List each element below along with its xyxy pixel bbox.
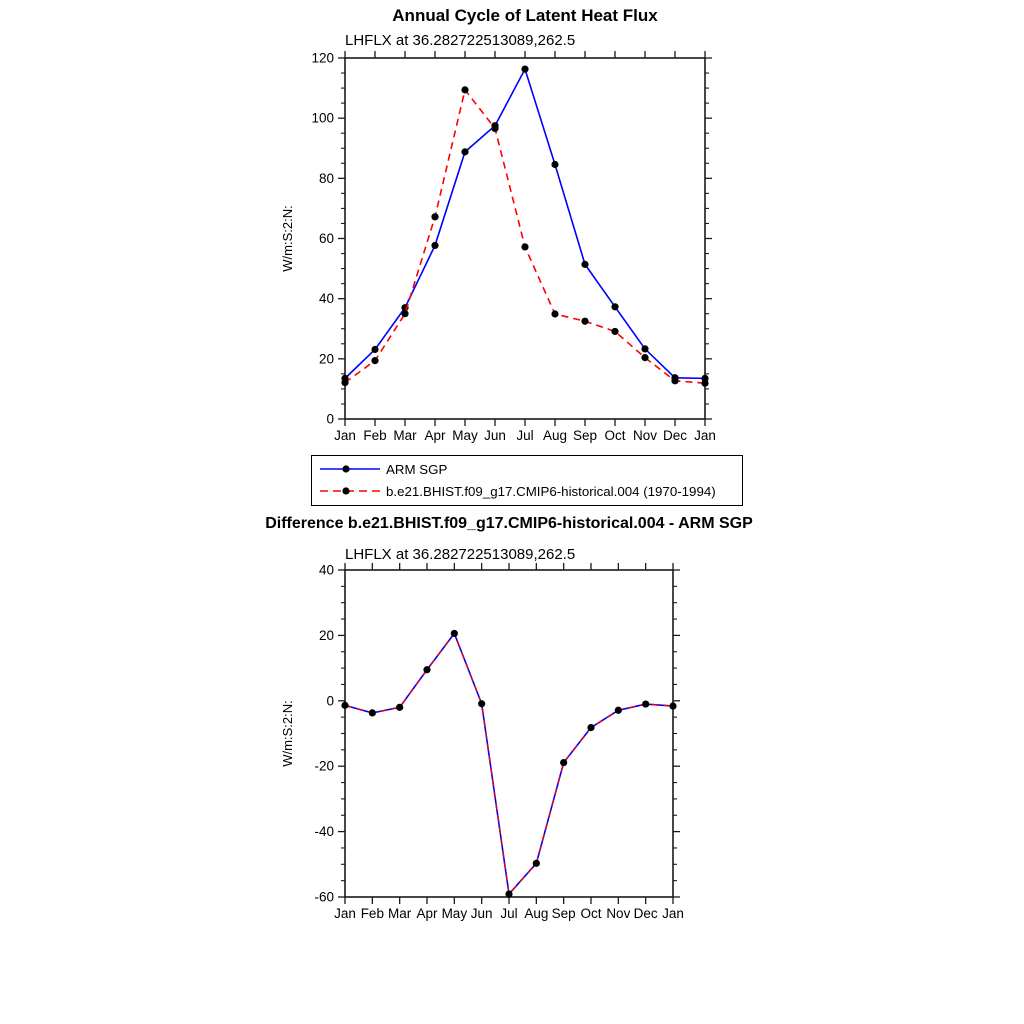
data-point-marker xyxy=(701,380,708,387)
data-point-marker xyxy=(341,379,348,386)
x-tick-label: May xyxy=(452,428,478,443)
data-point-marker xyxy=(371,357,378,364)
x-tick-label: Oct xyxy=(580,906,602,921)
difference-chart xyxy=(260,555,760,930)
legend-item-model xyxy=(318,480,742,502)
legend xyxy=(311,455,743,506)
x-tick-label: Dec xyxy=(633,906,658,921)
x-tick-label: Sep xyxy=(551,906,576,921)
x-tick-label: Jul xyxy=(516,428,534,443)
data-point-marker xyxy=(423,666,430,673)
data-point-marker xyxy=(478,700,485,707)
data-point-marker xyxy=(451,630,458,637)
data-point-marker xyxy=(587,724,594,731)
data-point-marker xyxy=(533,860,540,867)
annual-cycle-chart xyxy=(260,40,760,460)
data-point-marker xyxy=(641,345,648,352)
x-tick-label: May xyxy=(441,906,468,921)
data-point-marker xyxy=(611,328,618,335)
data-point-marker xyxy=(431,242,438,249)
data-point-marker xyxy=(401,310,408,317)
y-tick-label: 20 xyxy=(318,351,334,367)
y-tick-label: 20 xyxy=(318,627,334,643)
y-tick-label: 0 xyxy=(326,693,334,709)
series-line xyxy=(345,69,705,378)
y-tick-label: -20 xyxy=(314,758,334,774)
x-tick-label: Mar xyxy=(388,906,412,921)
plot-frame xyxy=(345,570,673,897)
data-point-marker xyxy=(615,707,622,714)
series-line xyxy=(345,90,705,383)
data-point-marker xyxy=(642,700,649,707)
y-tick-label: 40 xyxy=(318,562,334,578)
x-tick-label: Dec xyxy=(662,428,688,443)
y-tick-label: 100 xyxy=(311,110,334,126)
data-point-marker xyxy=(461,148,468,155)
y-tick-label: 80 xyxy=(318,170,334,186)
x-tick-label: Aug xyxy=(542,428,568,443)
y-tick-label: 0 xyxy=(326,411,334,427)
difference-chart-title: Difference b.e21.BHIST.f09_g17.CMIP6-historical.004 - ARM SGP xyxy=(265,515,753,532)
legend-sample-marker xyxy=(342,465,349,472)
data-point-marker xyxy=(505,890,512,897)
series-line xyxy=(345,633,673,894)
legend-label: b.e21.BHIST.f09_g17.CMIP6-historical.004 (1970-1994) xyxy=(386,483,716,499)
x-tick-label: Sep xyxy=(572,428,598,443)
y-tick-label: -60 xyxy=(314,889,334,905)
data-point-marker xyxy=(669,702,676,709)
data-point-marker xyxy=(369,709,376,716)
difference-chart-subtitle: LHFLX at 36.282722513089,262.5 xyxy=(345,546,576,563)
data-point-marker xyxy=(560,759,567,766)
x-tick-label: Feb xyxy=(360,906,384,921)
y-tick-label: 120 xyxy=(311,50,334,66)
annual-cycle-chart-subtitle: LHFLX at 36.282722513089,262.5 xyxy=(345,32,576,49)
x-tick-label: Apr xyxy=(416,906,438,921)
data-point-marker xyxy=(461,86,468,93)
annual-cycle-chart-title: Annual Cycle of Latent Heat Flux xyxy=(392,6,658,25)
data-point-marker xyxy=(611,303,618,310)
data-point-marker xyxy=(431,213,438,220)
x-tick-label: Jan xyxy=(694,428,716,443)
x-tick-label: Aug xyxy=(524,906,549,921)
x-tick-label: Jul xyxy=(500,906,518,921)
y-tick-label: 40 xyxy=(318,291,334,307)
x-tick-label: Jan xyxy=(334,428,356,443)
x-tick-label: Jun xyxy=(484,428,506,443)
y-tick-label: 60 xyxy=(318,231,334,246)
plot-frame xyxy=(345,58,705,419)
x-tick-label: Jan xyxy=(662,906,684,921)
y-axis-label: W/m:S:2:N: xyxy=(280,205,295,272)
x-tick-label: Feb xyxy=(363,428,387,443)
data-point-marker xyxy=(396,704,403,711)
data-point-marker xyxy=(581,261,588,268)
x-tick-label: Apr xyxy=(424,428,446,443)
x-tick-label: Nov xyxy=(632,428,658,443)
data-point-marker xyxy=(551,161,558,168)
legend-line-sample-model xyxy=(318,482,384,500)
data-point-marker xyxy=(521,243,528,250)
legend-label: ARM SGP xyxy=(386,461,448,477)
data-point-marker xyxy=(521,66,528,73)
legend-sample-marker xyxy=(342,487,349,494)
y-axis-label: W/m:S:2:N: xyxy=(280,700,295,767)
x-tick-label: Mar xyxy=(393,428,417,443)
data-point-marker xyxy=(491,125,498,132)
series-line-overlay xyxy=(345,633,673,894)
y-tick-label: -40 xyxy=(314,824,334,840)
data-point-marker xyxy=(551,310,558,317)
data-point-marker xyxy=(671,377,678,384)
data-point-marker xyxy=(341,702,348,709)
x-tick-label: Nov xyxy=(606,906,631,921)
x-tick-label: Oct xyxy=(604,428,626,443)
data-point-marker xyxy=(371,346,378,353)
data-point-marker xyxy=(641,354,648,361)
legend-item-arm-sgp xyxy=(318,458,742,480)
x-tick-label: Jan xyxy=(334,906,356,921)
data-point-marker xyxy=(581,318,588,325)
x-tick-label: Jun xyxy=(470,906,493,921)
legend-line-sample-obs xyxy=(318,460,384,478)
